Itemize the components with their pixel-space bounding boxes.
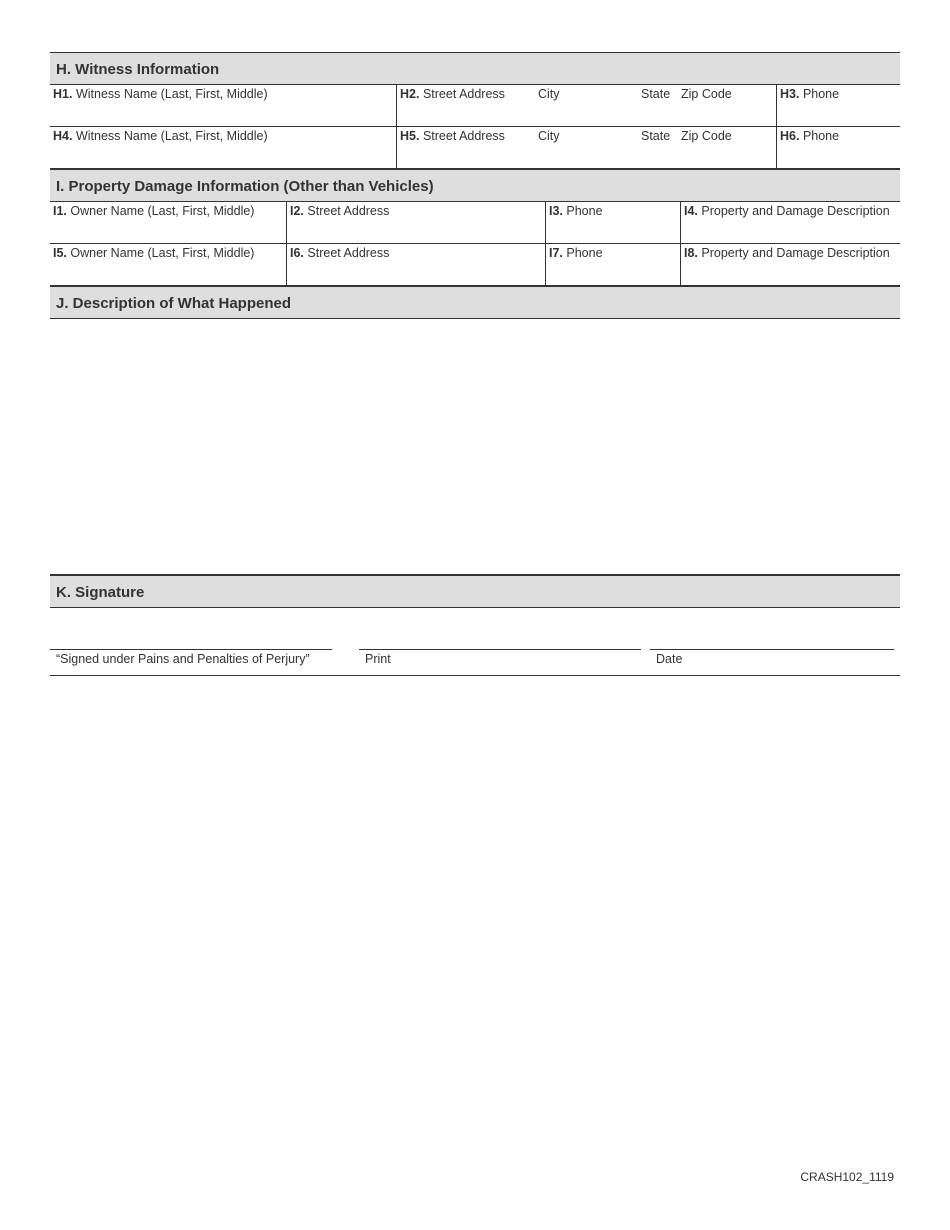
form-id: CRASH102_1119 [800, 1170, 894, 1184]
field-label: Street Address [307, 246, 390, 260]
field-label: Phone [802, 87, 840, 101]
owner-name-field-i1[interactable] [50, 202, 287, 243]
field-label: Owner Name (Last, First, Middle) [70, 204, 255, 218]
witness-address-field-h2[interactable] [397, 85, 777, 126]
field-code: H1. [53, 87, 73, 101]
print-label: Print [365, 652, 391, 666]
date-line[interactable] [650, 649, 894, 666]
description-section-header: J. Description of What Happened [50, 286, 900, 319]
zip-code-label: Zip Code [681, 129, 732, 143]
date-label: Date [656, 652, 683, 666]
field-label: Street Address [422, 129, 505, 143]
property-damage-description-field-i8[interactable] [681, 244, 900, 285]
witness-name-field-h4[interactable] [50, 127, 397, 168]
field-code: H2. [400, 87, 420, 101]
description-textarea[interactable] [50, 319, 900, 575]
witness-row-1 [50, 85, 900, 127]
field-code: I5. [53, 246, 67, 260]
signature-line[interactable] [50, 649, 332, 666]
property-address-field-i6[interactable] [287, 244, 546, 285]
property-row-1 [50, 202, 900, 244]
print-name-line[interactable] [359, 649, 641, 666]
property-address-field-i2[interactable] [287, 202, 546, 243]
field-code: I2. [290, 204, 304, 218]
witness-phone-field-h6[interactable] [777, 127, 900, 168]
city-label: City [538, 129, 560, 143]
field-code: I7. [549, 246, 563, 260]
field-code: I8. [684, 246, 698, 260]
signature-area [50, 608, 900, 676]
signature-section-header: K. Signature [50, 575, 900, 608]
witness-phone-field-h3[interactable] [777, 85, 900, 126]
property-damage-description-field-i4[interactable] [681, 202, 900, 243]
city-label: City [538, 87, 560, 101]
field-label: Street Address [307, 204, 390, 218]
field-code: I1. [53, 204, 67, 218]
property-phone-field-i7[interactable] [546, 244, 681, 285]
signature-label: “Signed under Pains and Penalties of Perjury” [56, 652, 310, 666]
field-label: Owner Name (Last, First, Middle) [70, 246, 255, 260]
field-code: I3. [549, 204, 563, 218]
property-section-header: I. Property Damage Information (Other than Vehicles) [50, 169, 900, 202]
field-label: Phone [802, 129, 840, 143]
field-code: H5. [400, 129, 420, 143]
field-code: H4. [53, 129, 73, 143]
state-label: State [641, 129, 671, 143]
zip-code-label: Zip Code [681, 87, 732, 101]
field-label: Property and Damage Description [701, 246, 890, 260]
field-code: I4. [684, 204, 698, 218]
field-label: Phone [566, 246, 603, 260]
property-phone-field-i3[interactable] [546, 202, 681, 243]
property-row-2 [50, 244, 900, 286]
state-label: State [641, 87, 671, 101]
field-label: Witness Name (Last, First, Middle) [75, 87, 268, 101]
witness-address-field-h5[interactable] [397, 127, 777, 168]
field-code: I6. [290, 246, 304, 260]
owner-name-field-i5[interactable] [50, 244, 287, 285]
field-label: Street Address [422, 87, 505, 101]
witness-section-header: H. Witness Information [50, 52, 900, 85]
crash-report-form [50, 52, 900, 676]
witness-row-2 [50, 127, 900, 169]
field-label: Witness Name (Last, First, Middle) [75, 129, 268, 143]
field-code: H6. [780, 129, 800, 143]
witness-name-field-h1[interactable] [50, 85, 397, 126]
field-label: Property and Damage Description [701, 204, 890, 218]
field-label: Phone [566, 204, 603, 218]
field-code: H3. [780, 87, 800, 101]
